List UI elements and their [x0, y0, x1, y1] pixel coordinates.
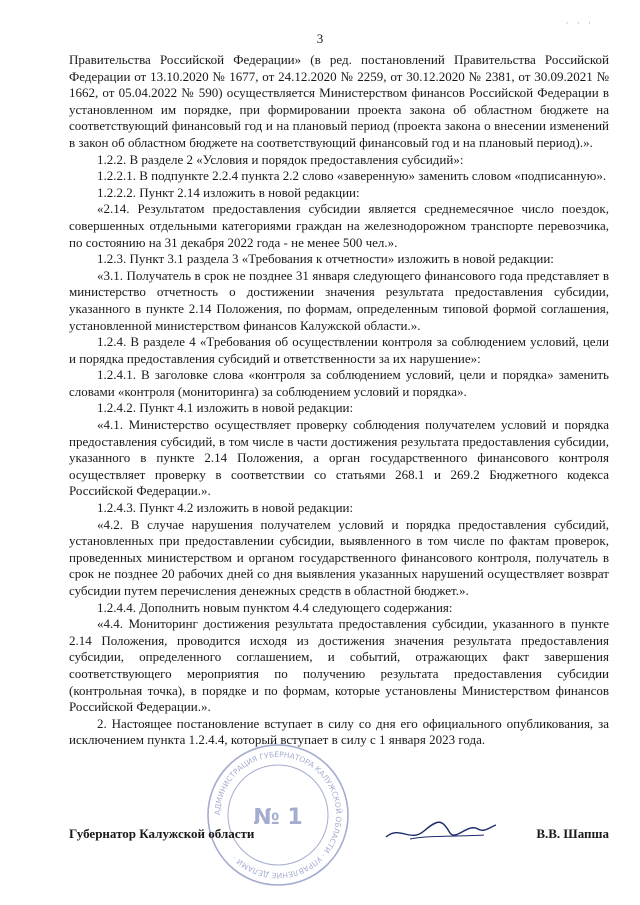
signatory-title: Губернатор Калужской области [69, 826, 255, 841]
paragraph: 1.2.2. В разделе 2 «Условия и порядок предоставления субсидий»: [97, 151, 464, 167]
paragraph: 1.2.4.1. В заголовке слова «контроля за соблюдением условий, цели и порядка» заменить словами «контроля (мониторинга) за соблюдением условий и порядка». [69, 367, 609, 399]
paragraph: «4.4. Мониторинг достижения результата предоставления субсидии, указанного в пункте 2.14 Положения, проводится исходя из достижения значения результата предоставления субсидии, определенного соглашением, и событий, отражающих факт завершения соответствующего мероприятия по получению результата предоставления субсидии (контрольная точка), в порядке и по формам, которые установлены Министерством финансов Российской Федерации.». [69, 616, 609, 715]
handwritten-signature [380, 813, 500, 847]
paragraph: Правительства Российской Федерации» (в ред. постановлений Правительства Российской Федерации от 13.10.2020 № 1677, от 24.12.2020 № 2259, от 30.12.2020 № 2381, от 30.09.2021 № 1662, от 05.04.2022 № 590) осуществляется Министерством финансов Российской Федерации в установленном им порядке, при формировании проекта закона об областном бюджете на соответствующий финансовый год и на плановый период (проекта закона о внесении изменений в закон об областном бюджете на соответствующий финансовый год и на плановый период).». [69, 52, 609, 150]
paragraph: 1.2.2.1. В подпункте 2.2.4 пункта 2.2 слово «заверенную» заменить словом «подписанную». [97, 168, 607, 184]
paragraph: «3.1. Получатель в срок не позднее 31 января следующего финансового года представляет в министерство отчетность о достижении значения результата предоставления субсидии, указанного в пункте 2.14 Положения, по формам, определенным типовой формой соглашения, установленной министерством финансов Калужской области.». [69, 267, 609, 333]
paragraph: «4.2. В случае нарушения получателем условий и порядка предоставления субсидий, установленных при предоставлении субсидии, выявленного в том числе по фактам проверок, проведенных министерством и органом государственного финансового контроля, получатель в срок не позднее 20 рабочих дней со дня выявления указанных нарушений осуществляет возврат субсидии путем перечисления денежных средств в областной бюджет.». [69, 516, 609, 598]
seal-ring-text: АДМИНИСТРАЦИЯ ГУБЕРНАТОРА КАЛУЖСКОЙ ОБЛАСТИ · УПРАВЛЕНИЕ ДЕЛАМИ · [212, 749, 344, 881]
paragraph: 1.2.4. В разделе 4 «Требования об осуществлении контроля за соблюдением условий, цели и порядка предоставления субсидий и ответственности за их нарушение»: [69, 334, 609, 366]
signature-block [69, 826, 609, 846]
paragraph: «4.1. Министерство осуществляет проверку соблюдения получателем условий и порядка предоставления субсидий, в том числе в части достижения результата предоставления субсидии, указанного в пункте 2.14 Положения, а орган государственного финансового контроля осуществляет проверку в соответствии со статьями 268.1 и 269.2 Бюджетного кодекса Российской Федерации.». [69, 417, 609, 499]
paragraph: «2.14. Результатом предоставления субсидии является среднемесячное число поездок, совершенных отдельными категориями граждан на железнодорожном транспорте перевозчика, по состоянию на 31 декабря 2022 года - не менее 500 чел.». [69, 201, 609, 250]
paragraph: 1.2.4.4. Дополнить новым пунктом 4.4 следующего содержания: [97, 599, 453, 615]
seal-number: № 1 [253, 805, 303, 830]
paragraph: 1.2.2.2. Пункт 2.14 изложить в новой редакции: [97, 184, 360, 200]
paragraph: 1.2.4.3. Пункт 4.2 изложить в новой редакции: [97, 500, 354, 516]
paragraph: 1.2.3. Пункт 3.1 раздела 3 «Требования к отчетности» изложить в новой редакции: [97, 251, 554, 267]
page-number: 3 [316, 31, 324, 46]
signatory-name: В.В. Шапша [536, 826, 609, 841]
corner-mark: · · · [565, 18, 594, 28]
document-body [69, 52, 609, 749]
official-seal [203, 740, 353, 890]
paragraph: 1.2.4.2. Пункт 4.1 изложить в новой редакции: [97, 400, 354, 416]
paragraph: 2. Настоящее постановление вступает в силу со дня его официального опубликования, за исключением пункта 1.2.4.4, который вступает в силу с 1 января 2023 года. [69, 715, 609, 748]
